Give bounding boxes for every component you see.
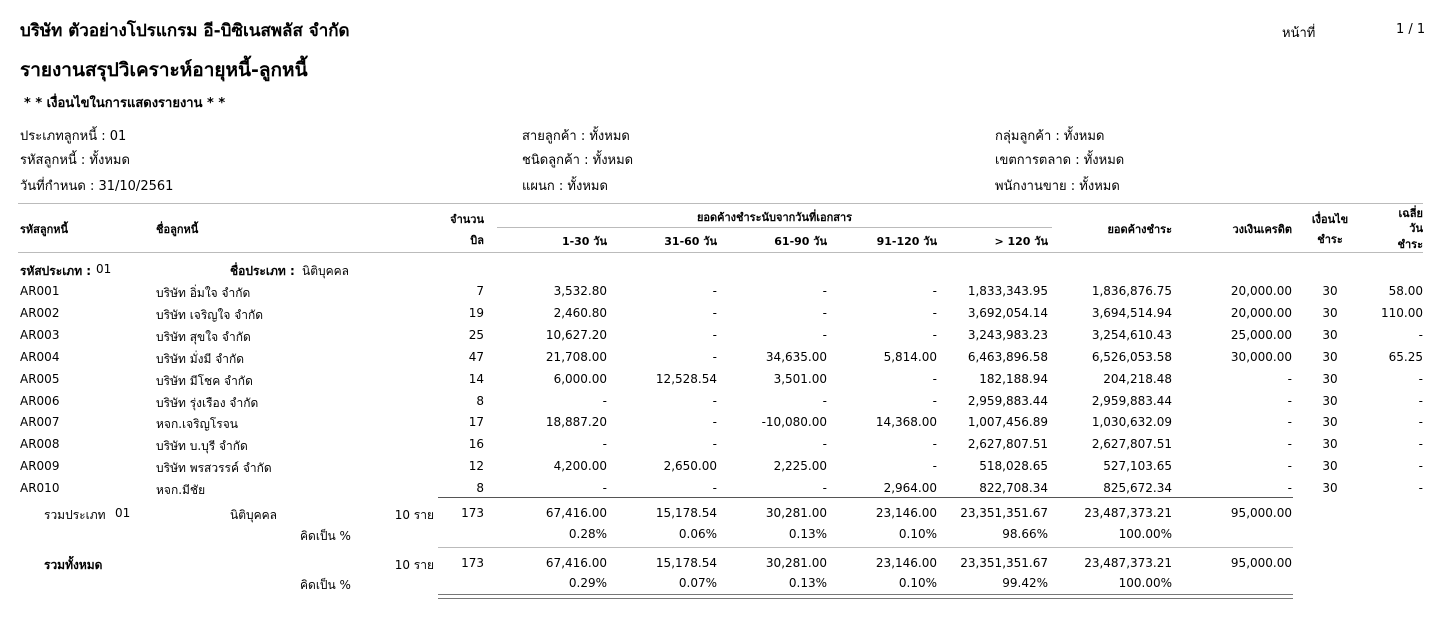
subtotal-count: 10 ราย [394,508,434,522]
row-b2: - [712,415,717,430]
subtotal-p3: 0.13% [788,527,827,541]
row-b4: 2,964.00 [883,481,937,496]
row-credit: - [1287,459,1292,474]
row-b3: - [822,393,827,408]
row-name: หจก.เจริญโรจน [156,417,238,432]
col-b4-header: 91-120 วัน [876,235,937,248]
row-bills: 7 [476,284,484,298]
grandtotal-p5: 99.42% [1002,576,1048,590]
row-bills: 17 [468,415,484,430]
row-bills: 8 [476,393,484,408]
row-name: บริษัท มีโชค จำกัด [156,373,253,388]
page-number: 1 / 1 [1396,22,1426,37]
row-b3: 34,635.00 [765,349,827,364]
grandtotal-p3: 0.13% [788,576,827,590]
col-outstanding-header: ยอดค้างชำระ [1107,223,1172,236]
row-name: บริษัท บ.บุรี จำกัด [156,439,248,454]
col-name-header: ชื่อลูกหนี้ [156,223,199,236]
subtotal-label: รวมประเภท [44,508,106,522]
row-avg: 65.25 [1388,349,1423,364]
col-terms-header-2: ชำระ [1317,233,1343,246]
filter-customer-group: กลุ่มลูกค้า : ทั้งหมด [995,129,1105,144]
subtotal-p5: 98.66% [1002,527,1048,541]
col-b2-header: 31-60 วัน [664,235,717,248]
row-avg: 110.00 [1381,305,1423,320]
row-credit: 20,000.00 [1230,305,1292,320]
row-b1: 4,200.00 [553,459,607,474]
row-b4: 5,814.00 [883,349,937,364]
filter-customer-line: สายลูกค้า : ทั้งหมด [522,129,630,144]
row-b2: 12,528.54 [655,371,717,386]
row-total: 527,103.65 [1103,459,1172,474]
col-bills-header-1: จำนวน [450,213,484,226]
subtotal-bills: 173 [461,506,484,520]
row-b4: - [932,437,937,452]
aging-group-rule [497,227,1052,228]
row-terms: 30 [1322,327,1338,342]
row-terms: 30 [1322,481,1338,496]
grandtotal-double-rule [438,594,1293,599]
row-code: AR005 [20,371,60,386]
row-b3: -10,080.00 [761,415,827,430]
row-name: บริษัท สุขใจ จำกัด [156,329,251,344]
filter-market-zone: เขตการตลาด : ทั้งหมด [995,153,1125,168]
subtotal-p1: 0.28% [568,527,607,541]
row-credit: 30,000.00 [1230,349,1292,364]
row-total: 3,254,610.43 [1091,327,1172,342]
grandtotal-pct-label: คิดเป็น % [300,578,351,592]
col-b3-header: 61-90 วัน [774,235,827,248]
row-bills: 14 [468,371,484,386]
row-b4: - [932,327,937,342]
subtotal-ptotal: 100.00% [1118,527,1172,541]
group-type-name: นิติบุคคล [302,264,350,278]
report-title: รายงานสรุปวิเคราะห์อายุหนี้-ลูกหนี้ [20,59,308,81]
row-code: AR001 [20,284,60,298]
row-b1: 18,887.20 [545,415,607,430]
filter-customer-kind: ชนิดลูกค้า : ทั้งหมด [522,153,634,168]
row-credit: - [1287,393,1292,408]
row-b1: 21,708.00 [545,349,607,364]
grandtotal-p2: 0.07% [678,576,717,590]
row-credit: - [1287,481,1292,496]
row-b4: 14,368.00 [875,415,937,430]
row-avg: - [1418,371,1423,386]
filter-debtor-code: รหัสลูกหนี้ : ทั้งหมด [20,153,130,168]
subtotal-b3: 30,281.00 [765,506,827,520]
row-b4: - [932,305,937,320]
filter-department: แผนก : ทั้งหมด [522,179,608,194]
row-bills: 16 [468,437,484,452]
subtotal-credit: 95,000.00 [1230,506,1292,520]
row-b1: 6,000.00 [553,371,607,386]
row-b5: 2,959,883.44 [967,393,1048,408]
row-bills: 47 [468,349,484,364]
subtotal-b2: 15,178.54 [655,506,717,520]
row-b5: 2,627,807.51 [967,437,1048,452]
subtotal-p2: 0.06% [678,527,717,541]
grandtotal-bills: 173 [461,556,484,570]
row-credit: 20,000.00 [1230,284,1292,298]
row-total: 6,526,053.58 [1091,349,1172,364]
col-b1-header: 1-30 วัน [561,235,607,248]
row-b2: - [712,393,717,408]
subtotal-b4: 23,146.00 [875,506,937,520]
row-b3: - [822,284,827,298]
row-code: AR004 [20,349,60,364]
row-name: บริษัท เจริญใจ จำกัด [156,307,264,322]
subtotal-b5: 23,351,351.67 [960,506,1048,520]
row-total: 825,672.34 [1103,481,1172,496]
col-avg-header-2: วัน [1409,222,1423,235]
row-terms: 30 [1322,393,1338,408]
row-credit: 25,000.00 [1230,327,1292,342]
grandtotal-label: รวมทั้งหมด [44,558,103,572]
row-bills: 12 [468,459,484,474]
row-code: AR003 [20,327,60,342]
grandtotal-b2: 15,178.54 [655,556,717,570]
row-credit: - [1287,415,1292,430]
row-b3: - [822,481,827,496]
group-type-name-label: ชื่อประเภท : [230,264,295,278]
row-b5: 3,243,983.23 [967,327,1048,342]
row-b5: 822,708.34 [979,481,1048,496]
header-bottom-rule [18,252,1423,253]
grandtotal-b5: 23,351,351.67 [960,556,1048,570]
grandtotal-b4: 23,146.00 [875,556,937,570]
aging-group-header: ยอดค้างชำระนับจากวันที่เอกสาร [696,211,853,224]
row-b4: - [932,371,937,386]
row-terms: 30 [1322,284,1338,298]
filter-due-date: วันที่กำหนด : 31/10/2561 [20,179,174,194]
row-avg: - [1418,415,1423,430]
subtotal-rule [438,497,1293,498]
row-name: บริษัท มั่งมี จำกัด [156,351,245,366]
row-code: AR002 [20,305,60,320]
row-b5: 1,007,456.89 [967,415,1048,430]
conditions-heading: * * เงื่อนไขในการแสดงรายงาน * * [24,96,226,111]
company-name: บริษัท ตัวอย่างโปรแกรม อี-บิซิเนสพลัส จำกัด [20,21,350,41]
grandtotal-p4: 0.10% [898,576,937,590]
subtotal-total: 23,487,373.21 [1084,506,1172,520]
col-avg-header-1: เฉลี่ย [1398,207,1423,220]
col-avg-header-3: ชำระ [1397,238,1423,251]
row-b5: 6,463,896.58 [967,349,1048,364]
row-b1: - [602,481,607,496]
row-avg: - [1418,459,1423,474]
filter-debtor-type: ประเภทลูกหนี้ : 01 [20,129,127,144]
row-terms: 30 [1322,415,1338,430]
subtotal-type-name: นิติบุคคล [230,508,278,522]
row-b1: 10,627.20 [545,327,607,342]
row-total: 3,694,514.94 [1091,305,1172,320]
row-b5: 3,692,054.14 [967,305,1048,320]
col-terms-header-1: เงื่อนไข [1311,213,1349,226]
row-b4: - [932,459,937,474]
col-code-header: รหัสลูกหนี้ [20,223,69,236]
row-b4: - [932,393,937,408]
page-label: หน้าที่ [1282,26,1316,41]
row-total: 2,959,883.44 [1091,393,1172,408]
col-bills-header-2: บิล [470,234,484,247]
row-avg: - [1418,437,1423,452]
subtotal-pct-label: คิดเป็น % [300,529,351,543]
row-total: 204,218.48 [1103,371,1172,386]
row-bills: 19 [468,305,484,320]
row-b2: - [712,437,717,452]
row-b5: 518,028.65 [979,459,1048,474]
row-total: 1,836,876.75 [1091,284,1172,298]
subtotal-b1: 67,416.00 [545,506,607,520]
header-top-rule [18,203,1423,204]
row-code: AR006 [20,393,60,408]
col-credit-header: วงเงินเครดิต [1232,223,1292,236]
row-avg: - [1418,327,1423,342]
row-b2: - [712,327,717,342]
grandtotal-rule [438,547,1293,548]
row-terms: 30 [1322,371,1338,386]
grandtotal-b3: 30,281.00 [765,556,827,570]
grandtotal-count: 10 ราย [394,558,434,572]
row-terms: 30 [1322,349,1338,364]
row-b3: 3,501.00 [773,371,827,386]
row-name: บริษัท รุ่งเรือง จำกัด [156,395,259,410]
row-name: บริษัท พรสวรรค์ จำกัด [156,461,272,476]
row-b1: - [602,393,607,408]
group-type-code: 01 [96,262,112,276]
row-terms: 30 [1322,305,1338,320]
row-code: AR010 [20,481,60,496]
row-terms: 30 [1322,437,1338,452]
row-b2: 2,650.00 [663,459,717,474]
subtotal-type-code: 01 [115,506,131,520]
row-avg: - [1418,481,1423,496]
row-code: AR009 [20,459,60,474]
group-type-code-label: รหัสประเภท : [20,264,92,278]
grandtotal-total: 23,487,373.21 [1084,556,1172,570]
row-bills: 8 [476,481,484,496]
row-b1: - [602,437,607,452]
filter-salesperson: พนักงานขาย : ทั้งหมด [995,179,1120,194]
row-credit: - [1287,371,1292,386]
row-b4: - [932,284,937,298]
row-name: หจก.มีชัย [156,483,206,498]
row-avg: 58.00 [1388,284,1423,298]
grandtotal-ptotal: 100.00% [1118,576,1172,590]
grandtotal-p1: 0.29% [568,576,607,590]
row-b2: - [712,305,717,320]
row-b1: 2,460.80 [553,305,607,320]
grandtotal-b1: 67,416.00 [545,556,607,570]
row-credit: - [1287,437,1292,452]
grandtotal-credit: 95,000.00 [1230,556,1292,570]
row-b1: 3,532.80 [553,284,607,298]
row-b5: 1,833,343.95 [967,284,1048,298]
row-b2: - [712,481,717,496]
row-total: 1,030,632.09 [1091,415,1172,430]
row-b3: - [822,327,827,342]
row-bills: 25 [468,327,484,342]
row-b5: 182,188.94 [979,371,1048,386]
row-name: บริษัท อิ่มใจ จำกัด [156,286,251,300]
row-b2: - [712,349,717,364]
subtotal-p4: 0.10% [898,527,937,541]
row-b3: - [822,305,827,320]
row-terms: 30 [1322,459,1338,474]
row-total: 2,627,807.51 [1091,437,1172,452]
row-code: AR008 [20,437,60,452]
row-b3: - [822,437,827,452]
row-avg: - [1418,393,1423,408]
row-b2: - [712,284,717,298]
row-b3: 2,225.00 [773,459,827,474]
row-code: AR007 [20,415,60,430]
col-b5-header: > 120 วัน [994,235,1048,248]
